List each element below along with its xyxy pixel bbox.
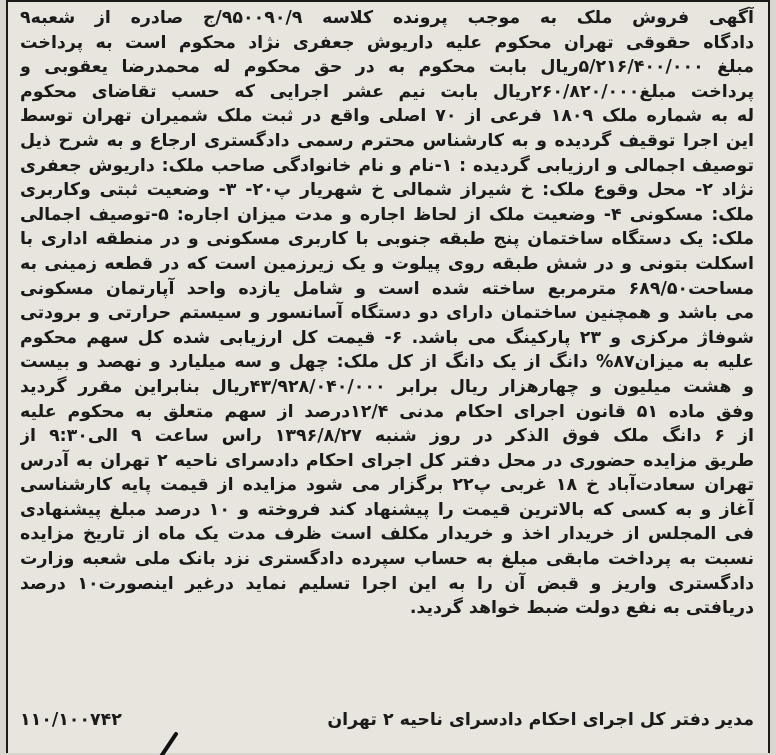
notice-body xyxy=(20,6,754,621)
legal-notice-clipping xyxy=(6,0,770,753)
notice-line: توصیف اجمالی و ارزیابی گردیده : ۱-نام و نام خانوادگی صاحب ملک: داریوش جعفری xyxy=(20,155,754,176)
signature-line: مدیر دفتر کل اجرای احکام دادسرای ناحیه ۲ تهران xyxy=(327,710,754,730)
notice-line: تهران سعادت‌آباد خ ۱۸ غربی پ۲۲ برگزار می شود مزایده از قیمت پایه کارشناسی xyxy=(20,475,754,496)
reference-number: ۱۱۰/۱۰۰۷۴۲ xyxy=(20,710,122,730)
notice-footer xyxy=(20,708,754,732)
notice-line: اسکلت بتونی و در شش طبقه روی پیلوت و یک زیرزمین است که در قطعه زمینی به xyxy=(20,253,754,274)
notice-line: له به شماره ملک ۱۸۰۹ فرعی از ۷۰ اصلی واقع در ثبت ملک شمیران تهران توسط xyxy=(20,106,754,127)
notice-line: می باشد و همچنین ساختمان دارای دو دستگاه آسانسور و سیستم حرارتی و برودتی xyxy=(20,303,754,324)
notice-line: فی المجلس از خریدار اخذ و خریدار مکلف است ظرف مدت یک ماه از تاریخ مزایده xyxy=(20,524,754,545)
notice-line: نژاد ۲- محل وقوع ملک: خ شیراز شمالی خ شهریار پ۲۰- ۳- وضعیت ثبتی وکاربری xyxy=(20,180,754,201)
notice-line: علیه به میزان۸۷% دانگ از یک دانگ از کل ملک: چهل و سه میلیارد و نهصد و بیست xyxy=(20,352,754,373)
notice-line: نسبت به پرداخت مابقی مبلغ به حساب سپرده دادگستری نزد بانک ملی شعبه وزارت xyxy=(20,549,754,570)
notice-line: ملک: یک دستگاه ساختمان پنج طبقه جنوبی با کاربری مسکونی و در منطقه اداری با xyxy=(20,229,754,250)
notice-line: و هشت میلیون و چهارهزار ریال برابر ۴۳/۹۲۸/۰۴۰/۰۰۰ریال بنابراین مقرر گردید xyxy=(20,376,754,397)
notice-line: ملک: مسکونی ۴- وضعیت ملک از لحاظ اجاره و مدت میزان اجاره: ۵-توصیف اجمالی xyxy=(20,204,754,225)
notice-line: این اجرا توقیف گردیده و به کارشناس محترم رسمی دادگستری ارجاع و به شرح ذیل xyxy=(20,130,754,151)
notice-line: دادگستری واریز و قبض آن را به این اجرا تسلیم نماید درغیر اینصورت۱۰ درصد xyxy=(20,573,754,594)
notice-line: شوفاژ مرکزی و ۲۳ پارکینگ می باشد. ۶- قیمت کل ارزیابی شده کل سهم محکوم xyxy=(20,327,754,348)
notice-line: مساحت۶۸۹/۵۰ مترمربع ساخته شده است و شامل یازده واحد آپارتمان مسکونی xyxy=(20,278,754,299)
notice-line: طریق مزایده حضوری در محل دفتر کل اجرای احکام دادسرای ناحیه ۲ تهران به آدرس xyxy=(20,450,754,471)
notice-line: پرداخت مبلغ۲۶۰/۸۲۰/۰۰۰ریال بابت نیم عشر اجرایی که حسب تقاضای محکوم xyxy=(20,81,754,102)
notice-line: وفق ماده ۵۱ قانون اجرای احکام مدنی ۱۲/۴درصد از سهم متعلق به محکوم علیه xyxy=(20,401,754,422)
notice-line: از ۶ دانگ ملک فوق الذکر در روز شنبه ۱۳۹۶/۸/۲۷ راس ساعت ۹ الی۹:۳۰ از xyxy=(20,426,754,447)
pen-stroke-mark xyxy=(158,728,198,755)
notice-line: مبلغ ۵/۲۱۶/۴۰۰/۰۰۰ریال بابت محکوم به در حق محکوم له محمدرضا یعقوبی و xyxy=(20,57,754,78)
notice-line: دادگاه حقوقی تهران محکوم علیه داریوش جعفری نژاد محکوم است به پرداخت xyxy=(20,32,754,53)
notice-line: دریافتی به نفع دولت ضبط خواهد گردید. xyxy=(409,598,754,619)
notice-line: آغاز و به کسی که بالاترین قیمت را پیشنهاد کند فروخته و ۱۰ درصد مبلغ پیشنهادی xyxy=(20,499,754,520)
notice-line: آگهی فروش ملک به موجب پرونده کلاسه ۹۵۰۰۹۰/۹/ج صادره از شعبه۹ xyxy=(20,8,754,28)
